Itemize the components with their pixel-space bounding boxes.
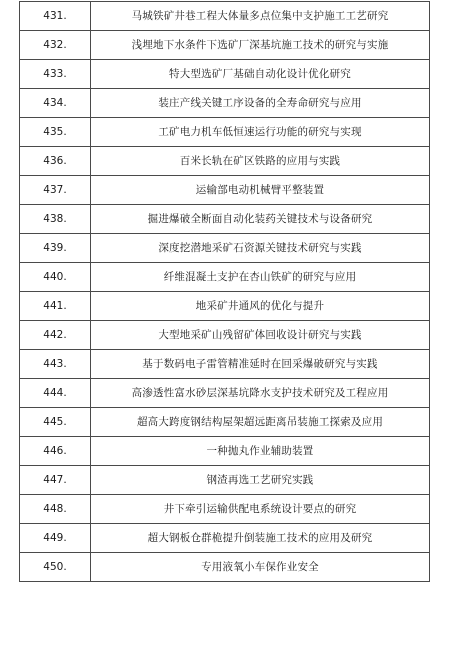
table-row	[20, 437, 430, 466]
table-row	[20, 205, 430, 234]
row-number: 447.	[20, 466, 91, 495]
project-title: 大型地采矿山残留矿体回收设计研究与实践	[91, 321, 430, 350]
row-number: 439.	[20, 234, 91, 263]
row-number: 444.	[20, 379, 91, 408]
row-number: 433.	[20, 60, 91, 89]
project-title: 超高大跨度钢结构屋架超远距离吊装施工探索及应用	[91, 408, 430, 437]
table-row	[20, 292, 430, 321]
table-row	[20, 379, 430, 408]
row-number: 445.	[20, 408, 91, 437]
project-title: 高渗透性富水砂层深基坑降水支护技术研究及工程应用	[91, 379, 430, 408]
row-number: 431.	[20, 2, 91, 31]
project-title: 马城铁矿井巷工程大体量多点位集中支护施工工艺研究	[91, 2, 430, 31]
table-row	[20, 147, 430, 176]
project-title: 工矿电力机车低恒速运行功能的研究与实现	[91, 118, 430, 147]
project-title: 运输部电动机械臂平整装置	[91, 176, 430, 205]
row-number: 441.	[20, 292, 91, 321]
table-body	[20, 2, 430, 582]
row-number: 442.	[20, 321, 91, 350]
project-title: 超大钢板仓群桅提升倒装施工技术的应用及研究	[91, 524, 430, 553]
row-number: 443.	[20, 350, 91, 379]
project-title: 地采矿井通风的优化与提升	[91, 292, 430, 321]
project-list-table	[19, 1, 430, 582]
table-row	[20, 495, 430, 524]
project-title: 深度挖潜地采矿石资源关键技术研究与实践	[91, 234, 430, 263]
table-row	[20, 263, 430, 292]
row-number: 434.	[20, 89, 91, 118]
table-row	[20, 89, 430, 118]
table-row	[20, 408, 430, 437]
row-number: 448.	[20, 495, 91, 524]
row-number: 438.	[20, 205, 91, 234]
table-row	[20, 60, 430, 89]
row-number: 436.	[20, 147, 91, 176]
table-row	[20, 2, 430, 31]
table-row	[20, 118, 430, 147]
row-number: 432.	[20, 31, 91, 60]
project-title: 特大型选矿厂基础自动化设计优化研究	[91, 60, 430, 89]
project-title: 一种抛丸作业辅助装置	[91, 437, 430, 466]
table-row	[20, 31, 430, 60]
table-row	[20, 466, 430, 495]
row-number: 449.	[20, 524, 91, 553]
project-title: 掘进爆破全断面自动化装药关键技术与设备研究	[91, 205, 430, 234]
row-number: 450.	[20, 553, 91, 582]
project-title: 装庄产线关键工序设备的全寿命研究与应用	[91, 89, 430, 118]
project-title: 百米长轨在矿区铁路的应用与实践	[91, 147, 430, 176]
row-number: 437.	[20, 176, 91, 205]
project-title: 基于数码电子雷管精准延时在回采爆破研究与实践	[91, 350, 430, 379]
table-row	[20, 553, 430, 582]
project-title: 钢渣再选工艺研究实践	[91, 466, 430, 495]
project-title: 专用液氧小车保作业安全	[91, 553, 430, 582]
row-number: 440.	[20, 263, 91, 292]
table-row	[20, 350, 430, 379]
project-title: 井下牵引运输供配电系统设计要点的研究	[91, 495, 430, 524]
project-title: 浅埋地下水条件下选矿厂深基坑施工技术的研究与实施	[91, 31, 430, 60]
table-row	[20, 234, 430, 263]
table-row	[20, 321, 430, 350]
row-number: 446.	[20, 437, 91, 466]
table-row	[20, 524, 430, 553]
table-row	[20, 176, 430, 205]
project-title: 纤维混凝土支护在杏山铁矿的研究与应用	[91, 263, 430, 292]
row-number: 435.	[20, 118, 91, 147]
